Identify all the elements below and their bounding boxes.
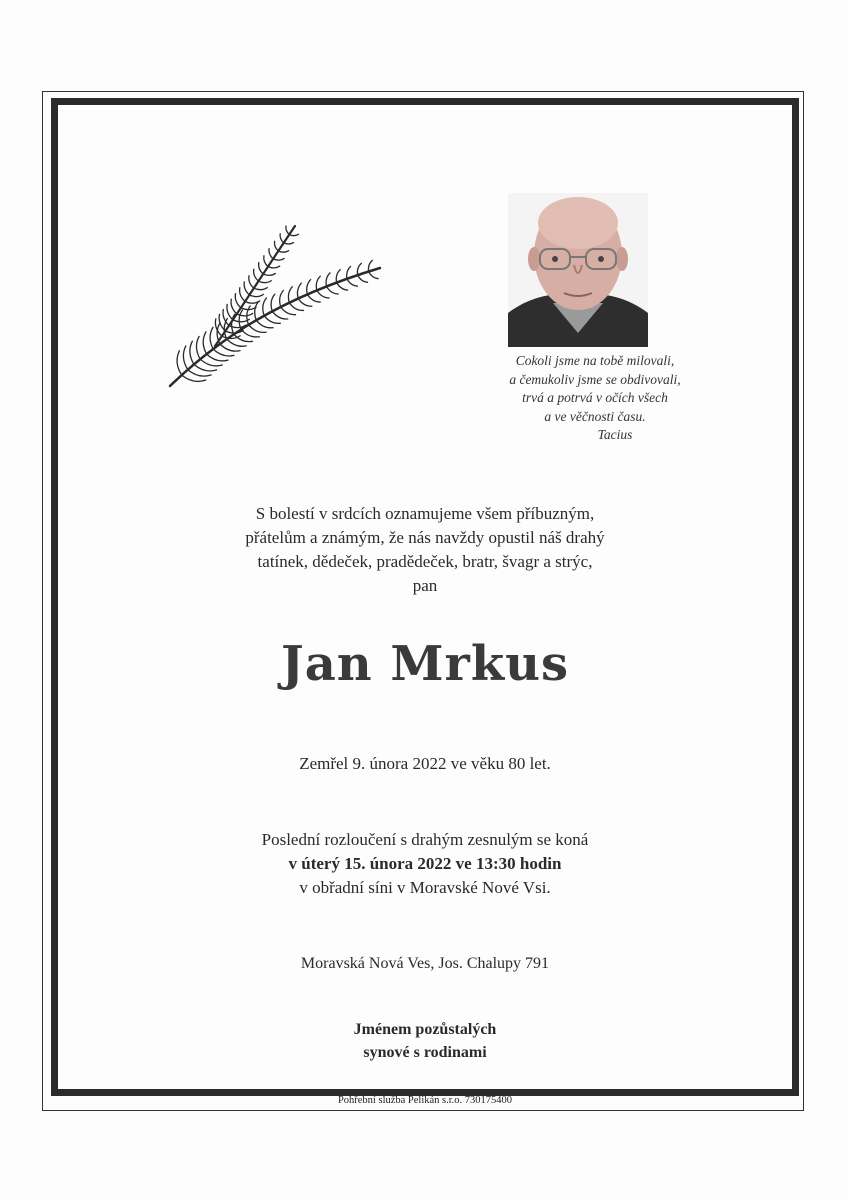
palm-leaflet <box>255 302 259 321</box>
palm-branch-icon <box>160 218 390 398</box>
palm-leaflet <box>249 275 254 288</box>
deceased-name: Jan Mrkus <box>280 636 570 692</box>
palm-leaflet <box>223 309 229 326</box>
palm-leaflet <box>289 303 304 311</box>
palm-leaflet <box>190 341 194 365</box>
palm-leaflet <box>280 233 284 243</box>
palm-leaflet <box>278 250 289 252</box>
palm-leaflet <box>258 280 271 282</box>
palm-leaflet <box>240 287 246 301</box>
palm-leaflet <box>347 279 358 286</box>
palm-leaflet <box>263 273 276 275</box>
palm-leaflet <box>259 262 263 274</box>
palm-leaflet <box>269 248 273 259</box>
announcement-line: přátelům a známým, že nás navždy opustil náš drahý <box>245 528 605 547</box>
palm-leaflet <box>254 269 259 282</box>
quote-line: Cokoli jsme na tobě milovali, <box>515 353 675 368</box>
palm-leaflet <box>317 290 330 298</box>
farewell-line: Poslední rozloučení s drahým zesnulým se koná <box>261 830 589 849</box>
palm-leaflet <box>196 336 200 359</box>
palm-leaflet <box>244 281 249 295</box>
palm-leaflet <box>327 286 339 294</box>
palm-leaflet <box>237 313 253 316</box>
death-info: Zemřel 9. února 2022 ve věku 80 let. <box>299 754 551 773</box>
quote-author: Tacius <box>597 427 633 442</box>
palm-leaflet <box>264 255 268 266</box>
signoff-line: Jménem pozůstalých <box>353 1021 497 1038</box>
palm-leaflet <box>249 294 263 297</box>
palm-leaflet <box>203 331 206 354</box>
palm-leaflet <box>183 345 187 369</box>
signoff-line: synové s rodinami <box>363 1044 487 1061</box>
palm-leaflet <box>268 266 280 268</box>
announcement <box>120 502 730 598</box>
palm-leaflet <box>307 294 321 302</box>
palm-leaflet <box>286 226 289 235</box>
palm-leaflet <box>358 275 369 282</box>
palm-leaflet <box>273 258 284 260</box>
announcement-line: S bolestí v srdcích oznamujeme všem příbuzným, <box>255 504 595 523</box>
announcement-line: tatínek, dědeček, pradědeček, bratr, švagr a strýc, <box>257 552 593 571</box>
signoff <box>120 1018 730 1064</box>
announcement-line: pan <box>412 576 438 595</box>
quote-line: a čemukoliv jsme se obdivovali, <box>509 371 681 387</box>
portrait-photo <box>508 193 648 347</box>
palm-leaflet <box>369 272 379 279</box>
palm-leaflet <box>263 298 267 316</box>
palm-leaflet <box>274 241 278 251</box>
farewell-place: v obřadní síni v Moravské Nové Vsi. <box>299 878 551 897</box>
funeral-service-footer: Pohřební služba Pelikán s.r.o. 730175400 <box>337 1095 513 1106</box>
quote-line: a ve věčnosti času. <box>544 408 646 424</box>
palm-leaflet <box>337 283 349 291</box>
farewell-date: v úterý 15. února 2022 ve 13:30 hodin <box>288 854 562 873</box>
palm-leaflet <box>271 294 275 312</box>
palm-leaflet <box>298 299 312 307</box>
quote-line: trvá a potrvá v očích všech <box>522 390 668 405</box>
palm-leaflet <box>210 327 213 349</box>
address: Moravská Nová Ves, Jos. Chalupy 791 <box>300 955 550 972</box>
palm-leaflet <box>254 287 268 289</box>
palm-leaflet <box>177 350 182 375</box>
quote <box>440 352 750 445</box>
farewell-info <box>120 828 730 900</box>
